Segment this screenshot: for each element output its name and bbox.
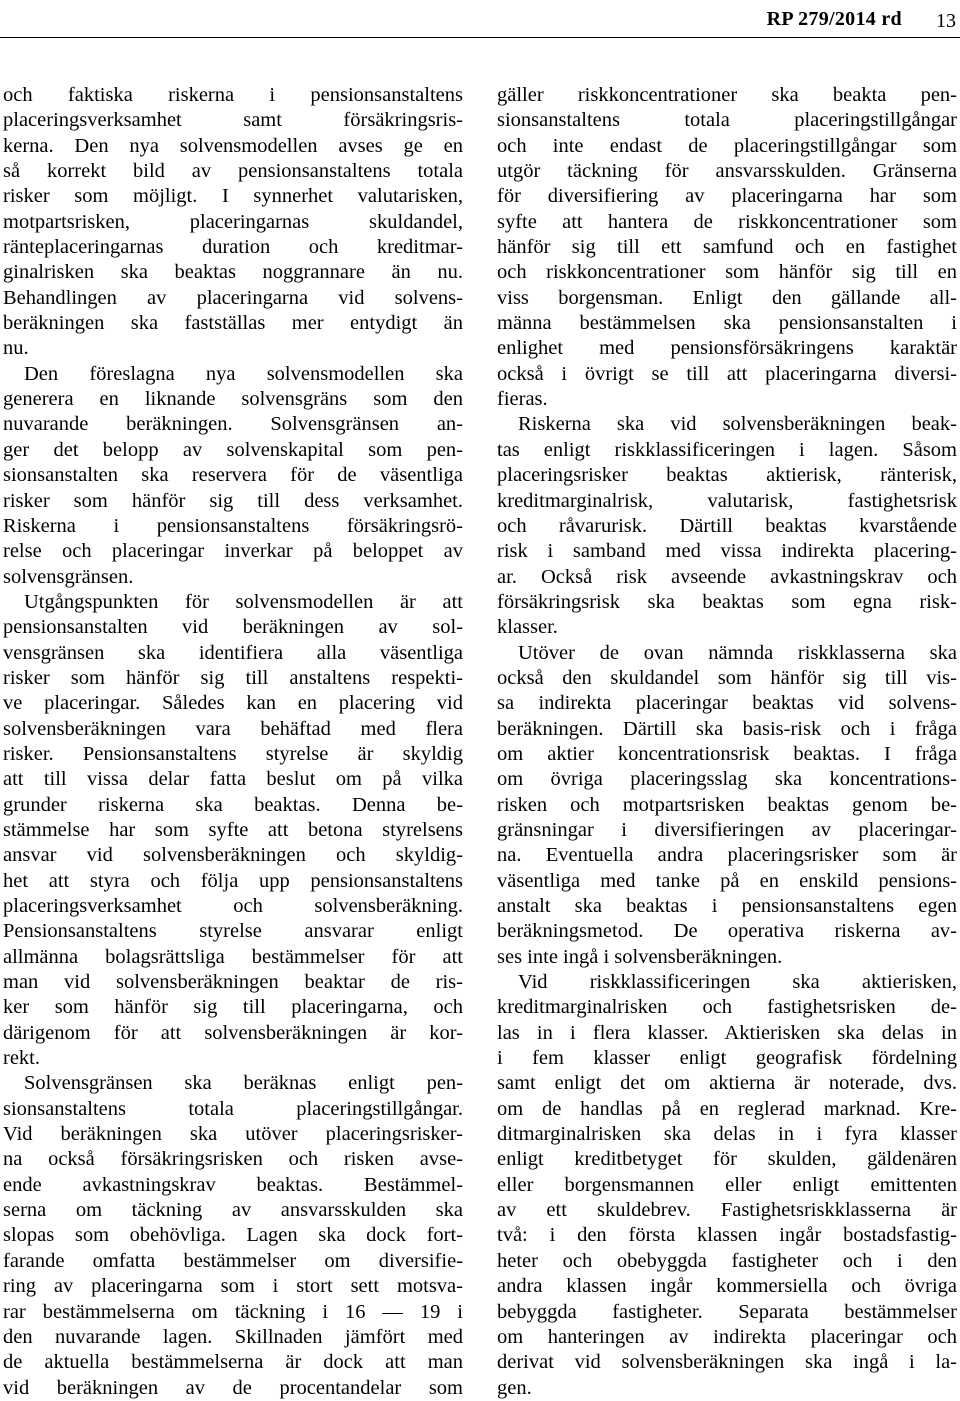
page-header [0,6,960,32]
text-line: rar bestämmelserna om täckning i 16 — 19 i [3,1300,463,1323]
text-line: na. Eventuella andra placeringsrisker som är [497,844,957,867]
text-line: den nuvarande lagen. Skillnaden jämfört med [3,1325,463,1348]
text-line: na också försäkringsrisken och risken avse- [3,1148,463,1171]
text-line: ditmarginalrisken ska delas in i fyra klasser [497,1123,957,1146]
text-line: ende avkastningskrav beaktas. Bestämmel- [3,1173,463,1196]
text-line: Utöver de ovan nämnda riskklasserna ska [518,641,957,664]
text-line: Behandlingen av placeringarna vid solvens- [3,286,463,309]
text-line: kreditmarginalrisken och fastighetsrisken de- [497,996,957,1019]
text-line: pensionsanstalten vid beräkningen av sol- [3,616,463,639]
text-line: serna om täckning av ansvarsskulden ska [3,1199,463,1222]
text-line: tas enligt riskklassificeringen i lagen. Såsom [497,438,957,461]
text-line: man vid solvensberäkningen beaktar de ris- [3,971,463,994]
text-line: ginalrisken ska beaktas noggrannare än nu. [3,261,463,284]
text-line: beräkningen. Därtill ska basis-risk och i fråga [497,717,957,740]
text-line: relse och placeringar inverkar på beloppet av [3,540,463,563]
text-line: nu. [3,337,29,360]
text-line: risker som hänför sig till dess verksamhet. [3,489,463,512]
text-line: placeringsrisker beaktas aktierisk, ränterisk, [497,464,957,487]
text-line: och faktiska riskerna i pensionsanstaltens [3,84,463,106]
text-line: viss borgensman. Enligt den gällande all- [497,286,957,309]
text-line: solvensberäkningen vara behäftad med flera [3,717,463,740]
text-line: försäkringsrisk ska beaktas som egna risk- [497,590,957,613]
right-column [497,83,957,1401]
document-id: RP 279/2014 rd [766,8,902,30]
text-line: ger det belopp av solvenskapital som pen- [3,438,463,461]
text-line: solvensgränsen. [3,565,134,588]
page-number: 13 [936,10,956,32]
text-line: risker som möjligt. I synnerhet valutarisken, [3,185,463,208]
text-line: grunder riskerna ska beaktas. Denna be- [3,793,463,816]
text-line: eller borgensmannen eller enligt emittenten [497,1173,957,1196]
header-rule [0,37,960,38]
text-line: risker. Pensionsanstaltens styrelse är skyldig [3,742,463,765]
text-line: fieras. [497,388,548,411]
text-line: enlighet med pensionsförsäkringens karaktär [497,337,957,360]
text-line: enligt kreditbetyget för skulden, gäldenären [497,1148,957,1171]
text-line: anstalt ska beaktas i pensionsanstaltens egen [497,895,957,917]
text-line: placeringsverksamhet och solvensberäkning. [3,895,463,917]
text-line: ar. Också risk avseende avkastningskrav och [497,565,957,588]
text-line: farande omfatta bestämmelser om diversifie- [3,1249,463,1272]
text-line: stämmelse har som syfte att betona styrelsens [3,818,463,841]
text-line: de aktuella bestämmelserna är dock att man [3,1351,463,1374]
text-line: Riskerna ska vid solvensberäkningen beak- [518,413,957,436]
text-line: sa indirekta placeringar beaktas vid solvens- [497,692,957,715]
left-column [3,83,463,1401]
text-line: samt enligt det om aktierna är noterade, dvs. [497,1072,957,1095]
text-line: ker som hänför sig till placeringarna, och [3,996,463,1019]
text-line: också i övrigt se till att placeringarna diversi- [497,362,957,385]
text-line: beräkningsmetod. De operativa riskerna av- [497,920,957,943]
text-line: heter och obebyggda fastigheter och i den [497,1249,957,1272]
text-line: om övriga placeringsslag ska koncentrations- [497,768,957,791]
text-line: i fem klasser enligt geografisk fördelning [497,1047,957,1070]
text-line: om aktier koncentrationsrisk beaktas. I fråga [497,742,957,765]
text-line: ring av placeringarna som i stort sett motsva- [3,1275,463,1298]
text-line: motpartsrisken, placeringarnas skuldandel, [3,210,463,233]
text-line: och råvarurisk. Därtill beaktas kvarstående [497,514,957,537]
text-line: männa bestämmelsen ska pensionsanstalten i [497,312,957,335]
text-line: beräkningen ska fastställas mer entydigt än [3,312,463,335]
text-line: om hanteringen av indirekta placeringar och [497,1325,957,1348]
text-line: för diversifiering av placeringarna har som [497,185,957,208]
text-line: Vid riskklassificeringen ska aktierisken, [518,971,957,994]
text-line: risken och motpartsrisken beaktas genom be- [497,793,957,816]
text-line: hänför sig till ett samfund och en fastighet [497,236,957,259]
text-line: gäller riskkoncentrationer ska beakta pen- [497,84,957,106]
text-line: väsentliga med tanke på en enskild pensions- [497,869,957,892]
text-line: andra klassen ingår kommersiella och övriga [497,1275,957,1298]
text-line: risker som hänför sig till anstaltens respekti- [3,666,463,689]
text-line: och inte endast de placeringstillgångar som [497,134,957,157]
text-line: så korrekt bild av pensionsanstaltens totala [3,160,463,183]
text-line: av ett skuldebrev. Fastighetsriskklasserna är [497,1199,957,1222]
text-line: allmänna bolagsrättsliga bestämmelser för att [3,945,463,968]
text-line: Utgångspunkten för solvensmodellen är att [24,590,463,613]
text-line: kerna. Den nya solvensmodellen avses ge en [3,134,463,157]
text-line: också den skuldandel som hänför sig till vis- [497,666,957,689]
text-line: nuvarande beräkningen. Solvensgränsen an- [3,413,463,436]
text-line: ses inte ingå i solvensberäkningen. [497,945,783,968]
text-line: risk i samband med vissa indirekta placering- [497,540,957,563]
text-line: Vid beräkningen ska utöver placeringsrisker- [3,1123,463,1146]
text-line: ve placeringar. Således kan en placering vid [3,692,463,715]
text-line: Solvensgränsen ska beräknas enligt pen- [24,1072,463,1095]
text-line: ansvar vid solvensberäkningen och skyldig- [3,844,463,867]
text-line: Pensionsanstaltens styrelse ansvarar enligt [3,920,463,943]
text-line: två: i den första klassen ingår bostadsfastig- [497,1224,957,1247]
text-line: syfte att hantera de riskkoncentrationer som [497,210,957,233]
text-line: gränsningar i diversifieringen av placeringar- [497,818,957,841]
text-line: derivat vid solvensberäkningen ska ingå i la- [497,1351,957,1374]
text-line: slopas som obehövliga. Lagen ska dock fort- [3,1224,463,1247]
text-line: kreditmarginalrisk, valutarisk, fastighetsrisk [497,489,957,512]
text-line: las in i flera klasser. Aktierisken ska delas in [497,1021,957,1044]
text-line: sionsanstalten ska reservera för de väsentliga [3,464,463,487]
text-line: het att styra och följa upp pensionsanstaltens [3,869,463,892]
text-line: därigenom för att solvensberäkningen är kor- [3,1021,463,1044]
text-line: att till vissa delar fatta beslut om på vilka [3,768,463,791]
text-line: generera en liknande solvensgräns som den [3,388,463,411]
text-line: gen. [497,1376,532,1399]
text-line: Riskerna i pensionsanstaltens försäkringsrö- [3,514,463,537]
text-line: och riskkoncentrationer som hänför sig till en [497,261,957,284]
text-line: rekt. [3,1047,40,1070]
text-line: ränteplaceringarnas duration och kreditmar- [3,236,463,259]
text-line: utgör täckning för ansvarsskulden. Gränserna [497,160,957,183]
text-line: sionsanstaltens totala placeringstillgångar [497,109,957,132]
text-line: vensgränsen ska identifiera alla väsentliga [3,641,463,664]
text-line: klasser. [497,616,558,639]
text-line: bebyggda fastigheter. Separata bestämmelser [497,1300,957,1323]
text-line: placeringsverksamhet samt försäkringsris- [3,109,463,132]
text-line: vid beräkningen av de procentandelar som [3,1376,463,1399]
text-line: om de handlas på en reglerad marknad. Kre- [497,1097,957,1120]
text-line: Den föreslagna nya solvensmodellen ska [24,362,463,385]
text-line: sionsanstaltens totala placeringstillgångar. [3,1097,463,1120]
